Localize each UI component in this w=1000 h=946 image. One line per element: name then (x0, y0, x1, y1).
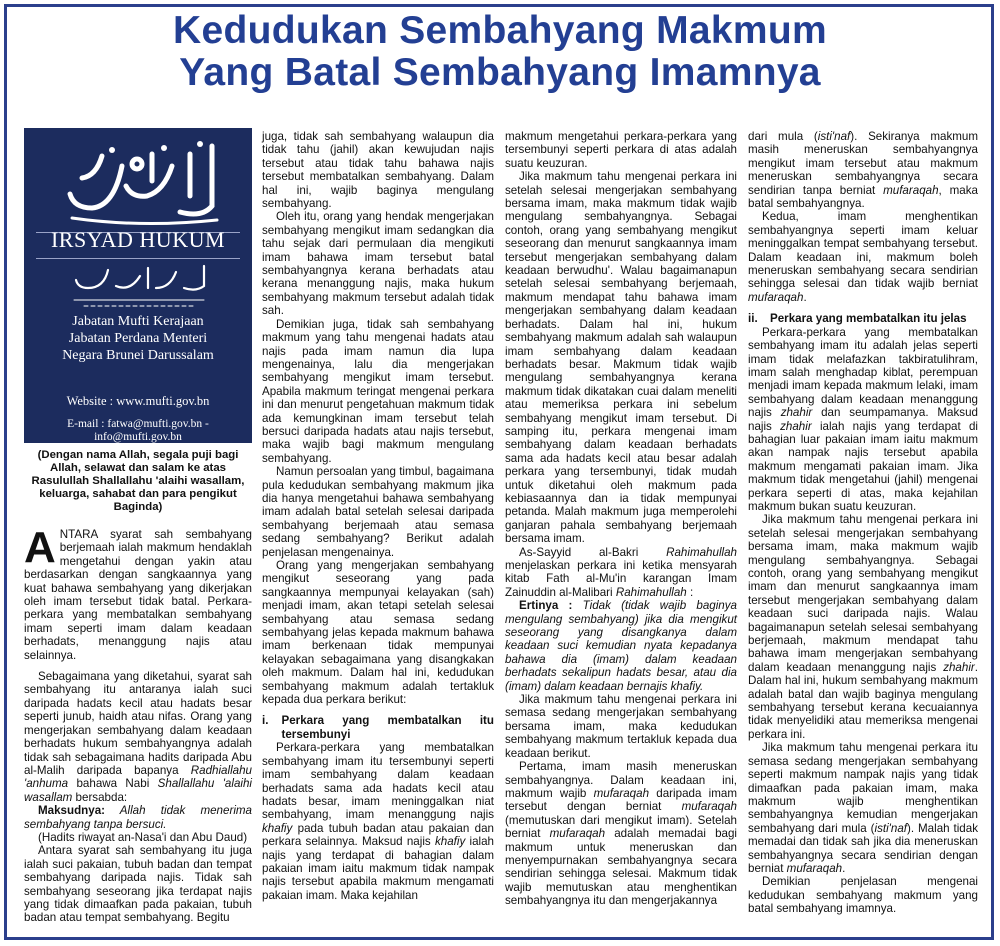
text: isti'naf (874, 821, 907, 835)
text: (memutuskan dari mengikut imam). Setelah berniat (505, 813, 737, 841)
paragraph (505, 546, 737, 600)
text: adalah memadai bagi makmum untuk meneruskan dan menyempurnakan sembahyangnya secara sendirian sehingga selesai. Makmum tidak wajib memutuskan atau menghentikan sembahyangnya itu dan mengerjakannya (505, 827, 737, 908)
text: Rahimahullah (666, 545, 737, 559)
heading-number: ii. (748, 312, 758, 326)
text: ialah najis yang terdapat di bahagian luar pakaian imam iaitu makmum akan nampak najis tersebut apabila makmum mengamati pakaian imam. Jika makmum tidak mengetahui (jahil) mengenai perkara seperti di atas, maka kejahilan makmum bukan suatu keuzuran. (748, 419, 978, 513)
text: khafiy (262, 821, 293, 835)
text: dan seumpamanya. Maksud najis (748, 406, 978, 433)
paragraph (505, 760, 737, 907)
text: Jika makmum tahu mengenai perkara itu semasa sedang mengerjakan sembahyang seperti makmum nampak najis yang tidak dimaafkan pada pakaian imam, maka makmum wajib menghentikan sembahyangnya kemudian mengerjakan sembahyang dari mula ( (748, 741, 978, 835)
paragraph (748, 326, 978, 514)
text: Sebagaimana yang diketahui, syarat sah sembahyang itu antaranya ialah suci daripada hadats kecil atau hadats besar seperti junub, haidh atau nifas. Orang yang mengerjakan sembahyang dalam keadaan berhadats hukum sembahyangnya adalah tidak sah sebagaimana hadits daripada Abu al-Malih daripada bapanya (24, 670, 252, 777)
citation: (Hadits riwayat an-Nasa'i dan Abu Daud) (38, 830, 248, 844)
paragraph: juga, tidak sah sembahyang walaupun dia tidak tahu (jahil) akan kewujudan najis tersebut atau tidak tahu bahawa najis tersebut membatalkan sembahyang. Dalam hal ini, wajib baginya mengulang sembahyang. (262, 130, 494, 211)
paragraph: Jika makmum tahu mengenai perkara ini setelah selesai mengerjakan sembahyang bersama imam, maka makmum tidak wajib mengulang sembahyangnya. Sebagai contoh, orang yang sembahyang mengikut seseorang dan menurut sangkaannya imam tersebut mengerjakan sembahyang dalam keadaan berwudhu'. Walau bagaimanapun setelah selesai sembahyang berjemaah, makmum mendapat tahu bahawa imam mengerjakan sembahyang dalam keadaan berhadats. Dalam hal ini, hukum sembahyang makmum adalah sah walaupun imam sembahyang dalam keadaan berhadats besar. Makmum tidak wajib mengulang sembahyangnya kerana makmum tidak dikatakan cuai dalam meneliti atau memeriksa perkara ini sebelum sembahyang mengikut imam tersebut. Di samping itu, perkara mengenai imam sembahyang dalam keadaan berhadats sama ada hadats kecil atau besar adalah perkara yang tersembunyi, tidak mudah untuk diketahui oleh makmum pada kebiasaannya dan ia tidak mempunyai petanda. Malah makmum juga memperolehi ganjaran pahala sembahyang berjemaah bersama imam. (505, 170, 737, 546)
column-2 (262, 130, 494, 902)
heading-text: Perkara yang membatalkan itu tersembunyi (281, 714, 494, 741)
text: Pertama, imam masih meneruskan sembahyangnya. Dalam keadaan ini, makmum wajib (505, 760, 737, 800)
paragraph (748, 741, 978, 875)
paragraph (24, 804, 252, 831)
text: Tidak (tidak wajib baginya mengulang sembahyang) jika dia mengikut seseorang yang disangkanya dalam keadaan suci kemudian nyata kepadanya bahawa dia (imam) dalam keadaan berhadats sekalipun hadats besar, atau dia (imam) dalam keadaan bernajis khafiy. (505, 599, 737, 693)
text: Perkara-perkara yang membatalkan sembahyang imam itu adalah jelas seperti imam tidak melafazkan takbiratulihram, imam salah menghadap kiblat, perempuan menjadi imam kepada makmum lelaki, imam sembahyang dalam keadaan menanggung najis (748, 325, 978, 420)
text: Kedua, imam menghentikan sembahyangnya seperti imam keluar meninggalkan tempat sembahyang tersebut. Dalam keadaan ini, makmum boleh meneruskan sembahyang secara sendirian sehingga selesai dan tidak wajib berniat (748, 210, 978, 291)
org-line: Negara Brunei Darussalam (62, 348, 214, 363)
lead-caps: NTARA (59, 528, 98, 541)
text: Maksudnya: (38, 804, 106, 818)
column-4 (748, 130, 978, 916)
column-1 (24, 128, 252, 925)
text: ialah najis yang terdapat di bahagian dalam pakaian imam iaitu makmum tidak nampak najis tersebut apabila makmum mengamati pakaian imam. Maka kejahilan (262, 835, 494, 902)
text: ). Malah tidak memadai dan tidak sah jika dia meneruskan sembahyangnya secara sendirian dengan berniat (748, 821, 979, 875)
title-line-2: Yang Batal Sembahyang Imamnya (179, 51, 821, 94)
text: mufaraqah (681, 800, 737, 814)
text: Shallallahu 'alaihi wasallam (24, 777, 252, 804)
text: ). Sekiranya makmum masih meneruskan sembahyangnya mengikut imam tersebut atau makmum meneruskan sembahyangnya secara sendirian tanpa berniat (748, 130, 979, 197)
org-line: Jabatan Mufti Kerajaan (72, 314, 204, 329)
text: Allah tidak menerima sembahyang tanpa bersuci. (24, 804, 252, 831)
paragraph-text: syarat sah sembahyang berjemaah ialah makmum hendaklah mengetahui dengan yakin atau berdasarkan dengan sangkaannya yang kuat bahawa sembahyang yang dikerjakan oleh imam tersebut tidak batal. Perkara-perkara yang membatalkan sembahyang imam seperti imam dalam keadaan berhadats, menanggung najis atau selainnya. (24, 528, 252, 662)
paragraph (24, 670, 252, 804)
text: Radhiallahu 'anhuma (24, 763, 252, 791)
email-text: E-mail : fatwa@mufti.gov.bn - info@mufti.gov.bn (67, 418, 209, 443)
text: As-Sayyid al-Bakri (519, 545, 667, 559)
text: daripada imam tersebut dengan berniat (505, 786, 737, 814)
text: dari mula ( (748, 130, 818, 143)
text: khafiy (434, 835, 466, 849)
paragraph (748, 210, 978, 304)
paragraph: Namun persoalan yang timbul, bagaimana pula kedudukan sembahyang makmum jika dia hanya mengetahui bahawa sembahyang imam adalah batal setelah selesai daripada sembahyang berjemaah atau semasa sedang sembahyang? Berikut adalah penjelasan mengenainya. (262, 465, 494, 559)
drop-cap: A (24, 523, 56, 572)
text: . Dalam hal ini, hukum sembahyang makmum adalah batal dan wajib baginya mengulang sembahyang tersebut kerana kecuaiannya tidak menyelidiki atau memeriksa mengenai perkara ini. (748, 660, 978, 741)
jawi-text-emblem-icon (64, 260, 214, 310)
paragraph (24, 523, 252, 662)
brand-name: IRSYAD HUKUM (50, 227, 226, 252)
text: mufaraqah (593, 786, 650, 800)
paragraph: Demikian penjelasan mengenai kedudukan sembahyang makmum yang batal sembahyang imamnya. (748, 875, 978, 916)
organization-lines (24, 313, 252, 364)
text: . (842, 861, 846, 875)
text: pada tubuh badan atau pakaian dan perkara selainnya. Maksud najis (262, 821, 494, 849)
irsyad-hukum-logo (24, 128, 252, 443)
text: Ertinya : (519, 599, 573, 613)
text: : (686, 585, 694, 599)
heading-number: i. (262, 714, 269, 728)
paragraph (262, 741, 494, 902)
paragraph: makmum mengetahui perkara-perkara yang tersembunyi seperti perkara di atas adalah suatu keuzuran. (505, 130, 737, 170)
text: Rahimahullah (615, 585, 687, 599)
section-heading-ii (748, 312, 978, 325)
paragraph: Antara syarat sah sembahyang itu juga ialah suci pakaian, tubuh badan dan tempat sembahyang daripada najis. Tidak sah sembahyang seseorang jika terdapat najis yang tidak dimaafkan pada pakaian, tubuh badan atau tempat sembahyang. Begitu (24, 844, 252, 925)
paragraph: Oleh itu, orang yang hendak mengerjakan sembahyang mengikut imam sedangkan dia tahu sejak dari permulaan dia mengikuti imam bahawa imam tersebut batal sembahyangnya kerana berhadats atau kerana menanggung najis, maka hukum sembahyang makmum tersebut adalah tidak sah. (262, 210, 494, 318)
text: bahawa Nabi (68, 777, 158, 791)
text: Jika makmum tahu mengenai perkara ini setelah selesai mengerjakan sembahyang bersama imam, maka makmum wajib mengulang sembahyangnya. Sebagai contoh, orang yang sembahyang mengikut imam dan menurut sangkaannya imam tersebut mengerjakan sembahyang dalam keadaan suci daripada najis. Walau bagaimanapun setelah selesai sembahyang berjemaah, makmum mendapat tahu bahawa imam mengerjakan sembahyang dalam keadaan menanggung najis (748, 513, 978, 674)
text: menjelaskan perkara ini ketika mensyarah kitab Fath al-Mu'in karangan Imam Zainuddin al-Malibari (505, 559, 737, 599)
text: Perkara-perkara yang membatalkan sembahyang imam itu tersembunyi seperti imam sembahyang dalam keadaan berhadats sama ada hadats kecil atau hadats besar, imam meninggalkan niat sembahyang, imam menanggung najis (262, 741, 494, 822)
paragraph (748, 130, 978, 210)
text: isti'naf (817, 130, 851, 143)
text: mufaraqah (549, 827, 606, 841)
column-3 (505, 130, 737, 908)
opening-caption: (Dengan nama Allah, segala puji bagi Allah, selawat dan salam ke atas Rasulullah Shallallahu 'alaihi wasallam, keluarga, sahabat dan para pengikut Baginda) (31, 449, 245, 513)
website-text: Website : www.mufti.gov.bn (66, 394, 210, 408)
paragraph: Demikian juga, tidak sah sembahyang makmum yang tahu mengenai hadats atau najis pada imam namun dia lupa mengenainya, lalu dia mengerjakan sembahyang mengikut imam tersebut. Apabila makmum teringat mengenai perkara ini dan menurut pengetahuan makmum tidak ada kemungkinan imam tersebut telah bersuci daripada hadats atau najis tersebut, maka wajib bagi makmum mengulang sembahyang. (262, 317, 494, 465)
section-heading-i (262, 714, 494, 741)
paragraph: Jika makmum tahu mengenai perkara ini semasa sedang mengerjakan sembahyang bersama imam, maka kedudukan sembahyang makmum tertakluk kepada dua keadaan berikut. (505, 693, 737, 760)
text: , maka batal sembahyangnya. (748, 183, 978, 211)
text: mufaraqah (748, 290, 804, 304)
text: mufaraqah (883, 183, 939, 197)
text: zhahir (780, 406, 813, 420)
title-line-1: Kedudukan Sembahyang Makmum (173, 9, 827, 52)
heading-text: Perkara yang membatalkan itu jelas (770, 312, 967, 326)
text: zhahir (780, 419, 812, 433)
text: . (803, 290, 807, 304)
text: mufaraqah (786, 861, 843, 875)
article-title (0, 10, 1000, 94)
org-line: Jabatan Perdana Menteri (68, 331, 208, 346)
translation-paragraph (505, 599, 737, 693)
text: bersabda: (72, 790, 128, 804)
paragraph: Orang yang mengerjakan sembahyang mengikut seseorang yang pada sangkaannya mempunyai kelayakan (sah) menjadi imam, akan tetapi setelah selesai sembahyang atau semasa sedang sembahyang jelas kepada makmum bahawa imam berkenaan tidak mempunyai kelayakan sebagaimana yang disangkakan oleh makmum. Dalam hal ini, kedudukan sembahyang makmum adalah tertakluk kepada dua perkara berikut: (262, 559, 494, 707)
calligraphy-emblem-icon (52, 136, 227, 231)
divider (36, 258, 240, 259)
text: zhahir (943, 660, 975, 674)
paragraph (748, 513, 978, 741)
